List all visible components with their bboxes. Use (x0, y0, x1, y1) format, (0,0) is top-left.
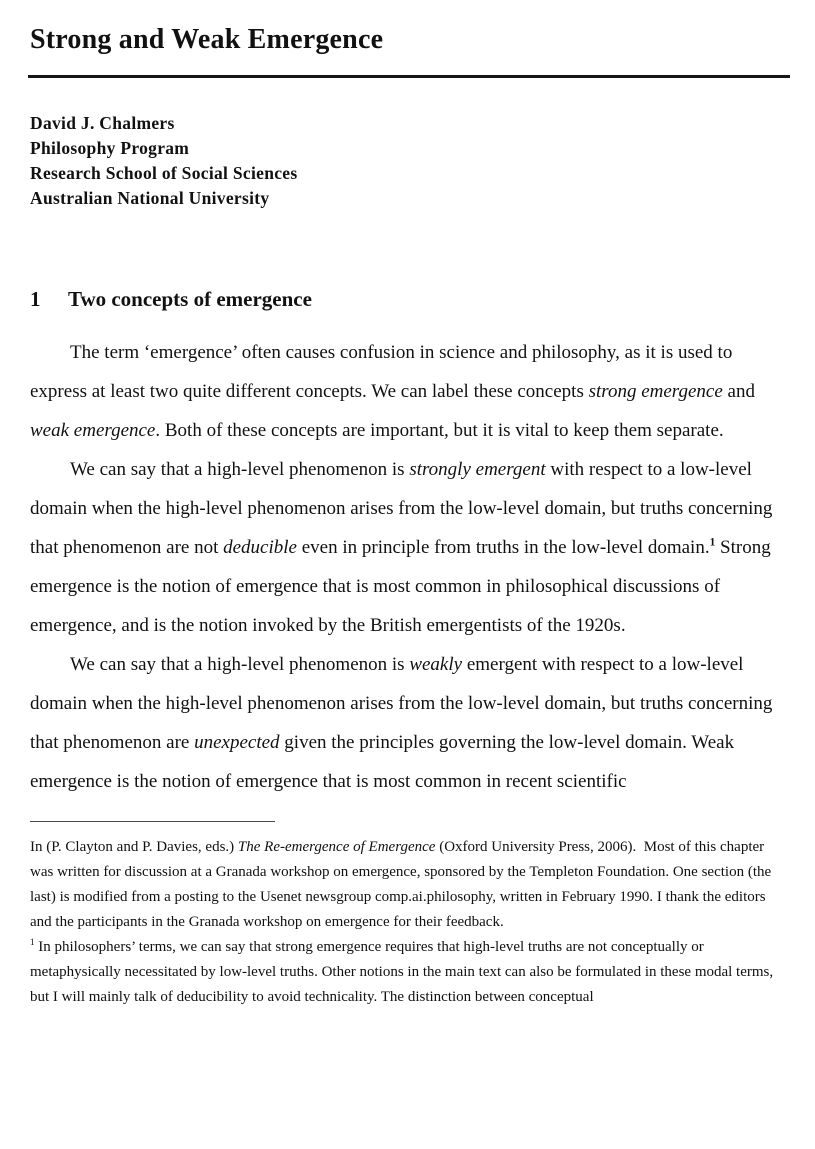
footnote-title-note: In (P. Clayton and P. Davies, eds.) The Re-emergence of Emergence (Oxford University Press, 2006). Most of this chapter was written for discussion at a Granada workshop on emergence, sponsored by the Templeton Foundation. One section (the last) is modified from a posting to the Usenet newsgroup comp.ai.philosophy, written in February 1990. I thank the editors and the participants in the Granada workshop on emergence for their feedback. (30, 839, 772, 930)
footnotes (30, 835, 785, 1010)
section-heading (30, 287, 785, 312)
footnote-divider-rule (30, 821, 275, 822)
section-title: Two concepts of emergence (68, 287, 312, 311)
footnote-1: $^1$ In philosophers’ terms, we can say that strong emergence requires that high-level truths are not conceptually or metaphysically necessitated by low-level truths. Other notions in the main text can also be formulated in these modal terms, but I will mainly talk of deducibility to avoid technicality. The distinction between conceptual (30, 937, 774, 1005)
paragraph-1: The term ‘emergence’ often causes confusion in science and philosophy, as it is used to express at least two quite different concepts. We can label these concepts strong emergence and weak emergence. Both of these concepts are important, but it is vital to keep them separate. (30, 342, 755, 441)
author-block (30, 111, 785, 211)
author-school: Research School of Social Sciences (30, 163, 298, 183)
author-name: David J. Chalmers (30, 113, 175, 133)
author-program: Philosophy Program (30, 138, 190, 158)
paragraph-3: We can say that a high-level phenomenon is weakly emergent with respect to a low-level domain when the high-level phenomenon arises from the low-level domain, but truths concerning that phenomenon are unexpected given the principles governing the low-level domain. Weak emergence is the notion of emergence that is most common in recent scientific (30, 654, 773, 792)
section-number: 1 (30, 287, 41, 311)
author-university: Australian National University (30, 188, 270, 208)
paper-title: Strong and Weak Emergence (30, 24, 384, 55)
title-divider-rule (28, 75, 790, 78)
body-text (30, 333, 785, 801)
paragraph-2: We can say that a high-level phenomenon is strongly emergent with respect to a low-level domain when the high-level phenomenon arises from the low-level domain, but truths concerning that phenomenon are not deducible even in principle from truths in the low-level domain.$^1$ Strong emergence is the notion of emergence that is most common in philosophical discussions of emergence, and is the notion invoked by the British emergentists of the 1920s. (30, 459, 773, 636)
